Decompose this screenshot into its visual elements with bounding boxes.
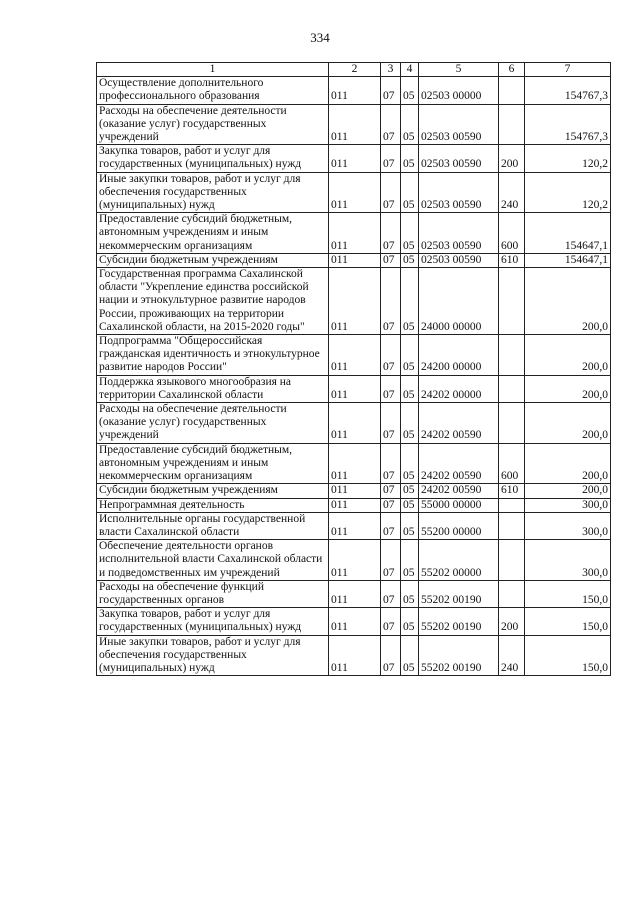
ministry-code-cell: 011 <box>329 172 381 213</box>
expense-type-cell: 600 <box>499 213 525 254</box>
amount-cell: 154647,1 <box>525 253 611 267</box>
target-article-cell: 02503 00590 <box>419 145 499 172</box>
column-header: 6 <box>499 63 525 77</box>
target-article-cell: 24202 00590 <box>419 443 499 484</box>
subsection-cell: 05 <box>401 403 419 444</box>
section-cell: 07 <box>381 172 401 213</box>
row-name-cell: Расходы на обеспечение функций государственных органов <box>97 580 329 607</box>
amount-cell: 120,2 <box>525 145 611 172</box>
expense-type-cell <box>499 403 525 444</box>
table-row <box>97 77 611 104</box>
amount-cell: 300,0 <box>525 540 611 581</box>
subsection-cell: 05 <box>401 145 419 172</box>
expense-type-cell <box>499 375 525 402</box>
ministry-code-cell: 011 <box>329 77 381 104</box>
ministry-code-cell: 011 <box>329 608 381 635</box>
row-name-cell: Иные закупки товаров, работ и услуг для обеспечения государственных (муниципальных) нужд <box>97 635 329 676</box>
amount-cell: 154767,3 <box>525 77 611 104</box>
table-row <box>97 608 611 635</box>
expense-type-cell: 610 <box>499 253 525 267</box>
expense-type-cell: 600 <box>499 443 525 484</box>
row-name-cell: Поддержка языкового многообразия на территории Сахалинской области <box>97 375 329 402</box>
subsection-cell: 05 <box>401 268 419 335</box>
section-cell: 07 <box>381 268 401 335</box>
subsection-cell: 05 <box>401 104 419 145</box>
table-row <box>97 375 611 402</box>
column-header: 3 <box>381 63 401 77</box>
row-name-cell: Иные закупки товаров, работ и услуг для обеспечения государственных (муниципальных) нужд <box>97 172 329 213</box>
row-name-cell: Непрограммная деятельность <box>97 498 329 512</box>
table-row <box>97 268 611 335</box>
subsection-cell: 05 <box>401 540 419 581</box>
target-article-cell: 55202 00000 <box>419 540 499 581</box>
expense-type-cell <box>499 540 525 581</box>
amount-cell: 200,0 <box>525 375 611 402</box>
target-article-cell: 02503 00590 <box>419 253 499 267</box>
table-row <box>97 172 611 213</box>
row-name-cell: Закупка товаров, работ и услуг для государственных (муниципальных) нужд <box>97 145 329 172</box>
section-cell: 07 <box>381 213 401 254</box>
expense-type-cell: 240 <box>499 172 525 213</box>
section-cell: 07 <box>381 104 401 145</box>
target-article-cell: 02503 00590 <box>419 172 499 213</box>
target-article-cell: 24202 00000 <box>419 375 499 402</box>
section-cell: 07 <box>381 580 401 607</box>
amount-cell: 200,0 <box>525 403 611 444</box>
table-row <box>97 403 611 444</box>
subsection-cell: 05 <box>401 253 419 267</box>
ministry-code-cell: 011 <box>329 335 381 376</box>
ministry-code-cell: 011 <box>329 540 381 581</box>
section-cell: 07 <box>381 484 401 498</box>
target-article-cell: 02503 00000 <box>419 77 499 104</box>
subsection-cell: 05 <box>401 172 419 213</box>
ministry-code-cell: 011 <box>329 512 381 539</box>
subsection-cell: 05 <box>401 77 419 104</box>
ministry-code-cell: 011 <box>329 268 381 335</box>
amount-cell: 150,0 <box>525 635 611 676</box>
expense-type-cell <box>499 77 525 104</box>
table-row <box>97 635 611 676</box>
expense-type-cell <box>499 580 525 607</box>
row-name-cell: Осуществление дополнительного профессионального образования <box>97 77 329 104</box>
target-article-cell: 02503 00590 <box>419 104 499 145</box>
target-article-cell: 02503 00590 <box>419 213 499 254</box>
amount-cell: 200,0 <box>525 335 611 376</box>
expense-type-cell: 610 <box>499 484 525 498</box>
section-cell: 07 <box>381 635 401 676</box>
amount-cell: 154647,1 <box>525 213 611 254</box>
ministry-code-cell: 011 <box>329 375 381 402</box>
section-cell: 07 <box>381 540 401 581</box>
subsection-cell: 05 <box>401 484 419 498</box>
amount-cell: 120,2 <box>525 172 611 213</box>
amount-cell: 300,0 <box>525 512 611 539</box>
subsection-cell: 05 <box>401 213 419 254</box>
table-row <box>97 484 611 498</box>
row-name-cell: Подпрограмма "Общероссийская гражданская идентичность и этнокультурное развитие народов России" <box>97 335 329 376</box>
expense-type-cell <box>499 104 525 145</box>
table-row <box>97 104 611 145</box>
subsection-cell: 05 <box>401 335 419 376</box>
expense-type-cell <box>499 512 525 539</box>
column-header: 5 <box>419 63 499 77</box>
table-row <box>97 213 611 254</box>
target-article-cell: 55202 00190 <box>419 580 499 607</box>
table-header-row <box>97 63 611 77</box>
ministry-code-cell: 011 <box>329 498 381 512</box>
subsection-cell: 05 <box>401 512 419 539</box>
target-article-cell: 24202 00590 <box>419 403 499 444</box>
amount-cell: 200,0 <box>525 443 611 484</box>
row-name-cell: Расходы на обеспечение деятельности (оказание услуг) государственных учреждений <box>97 104 329 145</box>
section-cell: 07 <box>381 403 401 444</box>
column-header: 1 <box>97 63 329 77</box>
amount-cell: 154767,3 <box>525 104 611 145</box>
expense-type-cell: 200 <box>499 145 525 172</box>
table-row <box>97 540 611 581</box>
table-row <box>97 335 611 376</box>
table-body <box>97 77 611 676</box>
ministry-code-cell: 011 <box>329 253 381 267</box>
column-header: 4 <box>401 63 419 77</box>
row-name-cell: Государственная программа Сахалинской области "Укрепление единства российской нации и этнокультурное развитие народов России, проживающих на территории Сахалинской области, на 2015-2020 годы" <box>97 268 329 335</box>
ministry-code-cell: 011 <box>329 443 381 484</box>
table-row <box>97 580 611 607</box>
row-name-cell: Исполнительные органы государственной власти Сахалинской области <box>97 512 329 539</box>
target-article-cell: 55000 00000 <box>419 498 499 512</box>
amount-cell: 150,0 <box>525 580 611 607</box>
row-name-cell: Закупка товаров, работ и услуг для государственных (муниципальных) нужд <box>97 608 329 635</box>
row-name-cell: Расходы на обеспечение деятельности (оказание услуг) государственных учреждений <box>97 403 329 444</box>
target-article-cell: 24202 00590 <box>419 484 499 498</box>
subsection-cell: 05 <box>401 443 419 484</box>
section-cell: 07 <box>381 335 401 376</box>
row-name-cell: Предоставление субсидий бюджетным, автономным учреждениям и иным некоммерческим организациям <box>97 443 329 484</box>
table-row <box>97 512 611 539</box>
row-name-cell: Субсидии бюджетным учреждениям <box>97 253 329 267</box>
amount-cell: 150,0 <box>525 608 611 635</box>
expense-type-cell: 240 <box>499 635 525 676</box>
amount-cell: 200,0 <box>525 484 611 498</box>
subsection-cell: 05 <box>401 608 419 635</box>
subsection-cell: 05 <box>401 635 419 676</box>
row-name-cell: Обеспечение деятельности органов исполнительной власти Сахалинской области и подведомственных им учреждений <box>97 540 329 581</box>
budget-table <box>96 62 611 676</box>
target-article-cell: 55202 00190 <box>419 635 499 676</box>
target-article-cell: 24200 00000 <box>419 335 499 376</box>
row-name-cell: Субсидии бюджетным учреждениям <box>97 484 329 498</box>
expense-type-cell: 200 <box>499 608 525 635</box>
column-header: 7 <box>525 63 611 77</box>
target-article-cell: 24000 00000 <box>419 268 499 335</box>
target-article-cell: 55202 00190 <box>419 608 499 635</box>
section-cell: 07 <box>381 145 401 172</box>
expense-type-cell <box>499 268 525 335</box>
section-cell: 07 <box>381 375 401 402</box>
section-cell: 07 <box>381 253 401 267</box>
subsection-cell: 05 <box>401 498 419 512</box>
table-row <box>97 145 611 172</box>
amount-cell: 300,0 <box>525 498 611 512</box>
section-cell: 07 <box>381 498 401 512</box>
ministry-code-cell: 011 <box>329 104 381 145</box>
expense-type-cell <box>499 335 525 376</box>
ministry-code-cell: 011 <box>329 145 381 172</box>
ministry-code-cell: 011 <box>329 484 381 498</box>
section-cell: 07 <box>381 77 401 104</box>
section-cell: 07 <box>381 608 401 635</box>
section-cell: 07 <box>381 512 401 539</box>
subsection-cell: 05 <box>401 375 419 402</box>
ministry-code-cell: 011 <box>329 403 381 444</box>
ministry-code-cell: 011 <box>329 635 381 676</box>
ministry-code-cell: 011 <box>329 213 381 254</box>
table-row <box>97 443 611 484</box>
column-header: 2 <box>329 63 381 77</box>
page-number: 334 <box>310 30 330 45</box>
section-cell: 07 <box>381 443 401 484</box>
target-article-cell: 55200 00000 <box>419 512 499 539</box>
expense-type-cell <box>499 498 525 512</box>
subsection-cell: 05 <box>401 580 419 607</box>
amount-cell: 200,0 <box>525 268 611 335</box>
table-row <box>97 498 611 512</box>
row-name-cell: Предоставление субсидий бюджетным, автономным учреждениям и иным некоммерческим организациям <box>97 213 329 254</box>
ministry-code-cell: 011 <box>329 580 381 607</box>
table-row <box>97 253 611 267</box>
